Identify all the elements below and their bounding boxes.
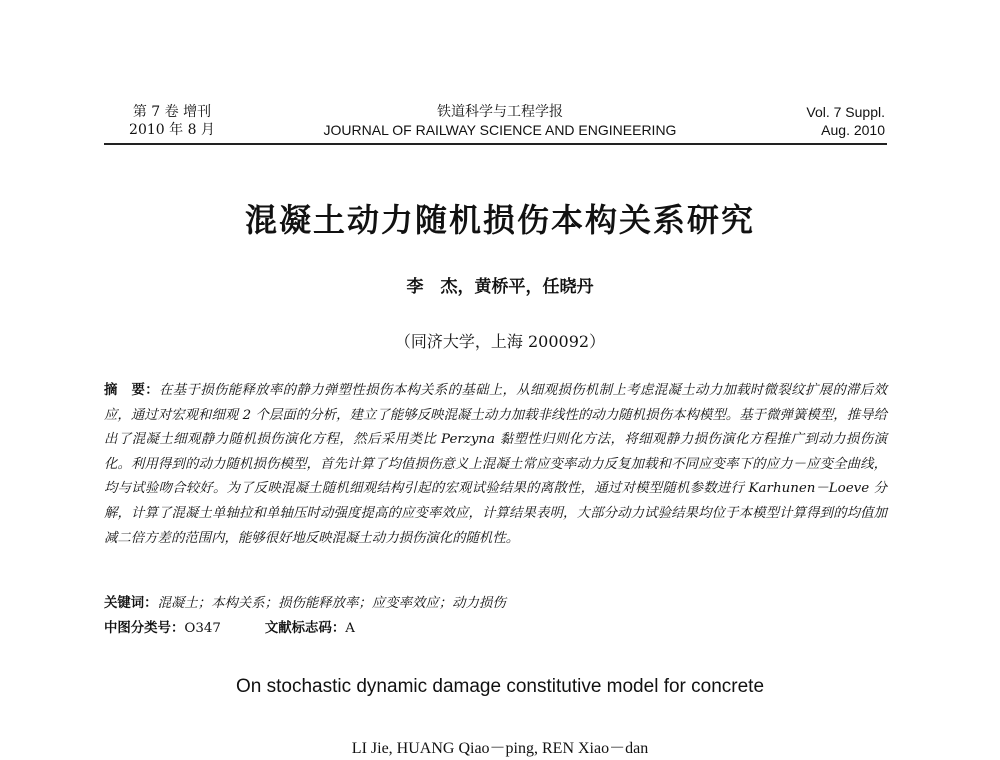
journal-name-en: JOURNAL OF RAILWAY SCIENCE AND ENGINEERING: [323, 122, 677, 138]
clc-value: O347: [184, 621, 221, 636]
doc-code-value: A: [345, 621, 355, 636]
abstract: [104, 379, 887, 551]
volume-supplement: Vol. 7 Suppl.: [806, 104, 885, 120]
abstract-text: 在基于损伤能释放率的静力弹塑性损伤本构关系的基础上，从细观损伤机制上考虑混凝土动力加载时微裂纹扩展的滞后效应，通过对宏观和细观 2 个层面的分析，建立了能够反映混凝土动力加载非线性的动力随机损伤本构模型。基于微弹簧模型，推导给出了混凝土细观静力随机损伤演化方程，然后采用类比 Perzyna 黏塑性归则化方法，将细观静力损伤演化方程推广到动力损伤演化。利用得到的动力随机损伤模型，首先计算了均值损伤意义上混凝土常应变率动力反复加载和不同应变率下的应力－应变全曲线，均与试验吻合较好。为了反映混凝土随机细观结构引起的宏观试验结果的离散性，通过对模型随机参数进行 Karhunen－Loeve 分解，计算了混凝土单轴拉和单轴压时动强度提高的应变率效应，计算结果表明，大部分动力试验结果均位于本模型计算得到的均值加减二倍方差的范围内，能够很好地反映混凝土动力损伤演化的随机性。: [104, 383, 888, 546]
keywords: [104, 594, 887, 614]
journal-name-cn: 铁道科学与工程学报: [437, 104, 563, 120]
keywords-text: 混凝土；本构关系；损伤能释放率；应变率效应；动力损伤: [157, 596, 506, 611]
keywords-label: 关键词：: [104, 596, 158, 611]
issue-info: [117, 103, 227, 139]
issue-date-en: Aug. 2010: [821, 122, 885, 138]
paper-title-en: On stochastic dynamic damage constitutive model for concrete: [235, 676, 765, 697]
header-rule: [104, 143, 887, 145]
volume-info-en: [760, 103, 885, 139]
doc-code-label: 文献标志码：: [264, 621, 346, 636]
volume-label: 第 7 卷 增刊: [132, 104, 212, 120]
issue-date: 2010 年 8 月: [129, 122, 215, 138]
clc-label: 中图分类号：: [104, 621, 185, 636]
authors-en: LI Jie, HUANG Qiao－ping, REN Xiao－dan: [351, 740, 649, 757]
abstract-label: 摘 要：: [104, 383, 159, 398]
paper-title-cn: 混凝土动力随机损伤本构关系研究: [244, 201, 755, 239]
classification: [104, 619, 887, 639]
affiliation-cn: （同济大学，上海 200092）: [394, 332, 606, 351]
authors-cn: 李 杰，黄桥平，任晓丹: [406, 277, 594, 297]
journal-name: [290, 103, 710, 139]
